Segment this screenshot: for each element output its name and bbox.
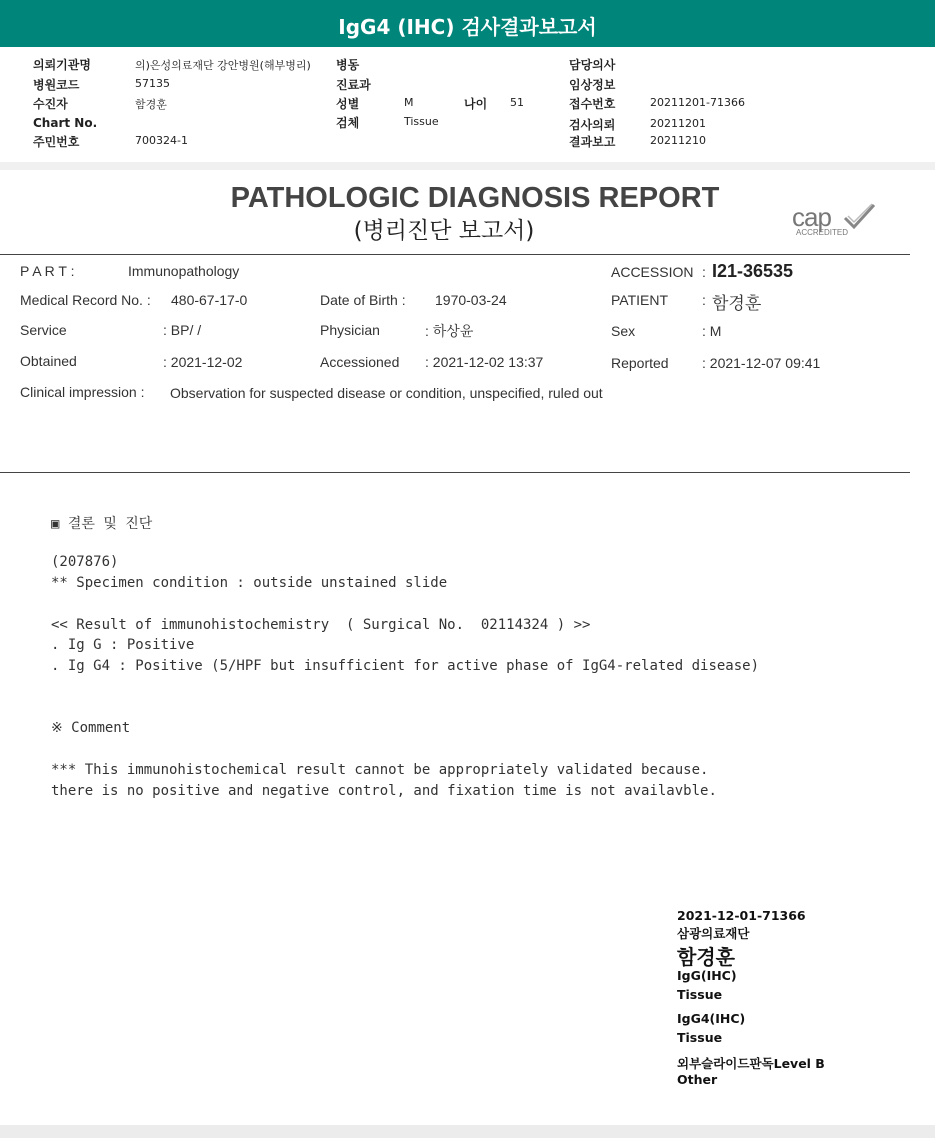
ward-label: 병동 <box>336 58 360 72</box>
case-number: (207876) <box>51 554 119 570</box>
report-date-value: 20211210 <box>650 134 706 147</box>
accessioned-value: : 2021-12-02 13:37 <box>425 354 544 370</box>
physician-value: : 하상윤 <box>425 323 474 339</box>
specimen-label: 검체 <box>336 116 360 130</box>
patient-label-report: PATIENT <box>611 292 669 308</box>
impression-value: Observation for suspected disease or condition, unspecified, ruled out <box>170 385 603 401</box>
accessioned-label: Accessioned <box>320 354 400 370</box>
accession-value: I21-36535 <box>712 261 794 281</box>
stamp-specimen-2: Tissue <box>677 1030 723 1045</box>
comment-heading: ※ Comment <box>51 720 131 736</box>
department-label: 진료과 <box>336 78 371 92</box>
comment-line-2: there is no positive and negative control, and fixation time is not availavble. <box>51 783 717 799</box>
dob-label: Date of Birth : <box>320 292 406 308</box>
dob-value: 1970-03-24 <box>435 292 507 308</box>
report-date-label: 결과보고 <box>569 135 616 149</box>
accession-colon: : <box>702 264 706 280</box>
patient-colon: : <box>702 292 706 308</box>
specimen-condition: ** Specimen condition : outside unstained slide <box>51 575 448 591</box>
request-label: 검사의뢰 <box>569 118 616 132</box>
comment-line-1: *** This immunohistochemical result cannot be appropriately validated because. <box>51 762 709 778</box>
pathology-report <box>0 170 935 1125</box>
age-value: 51 <box>510 96 524 109</box>
ihc-result-heading: << Result of immunohistochemistry ( Surgical No. 02114324 ) >> <box>51 617 591 633</box>
sex-label: 성별 <box>336 97 360 111</box>
service-label: Service <box>20 322 67 338</box>
diagnosis-heading: ▣ 결론 및 진단 <box>51 516 153 532</box>
report-subheading: (병리진단 보고서) <box>353 218 535 244</box>
part-label: P A R T : <box>20 263 75 279</box>
checkmark-icon <box>842 202 876 230</box>
patient-label: 수진자 <box>33 97 68 111</box>
stamp-test-1: IgG(IHC) <box>677 968 737 983</box>
page-footer-band <box>0 1125 935 1138</box>
section-gap <box>0 162 935 170</box>
request-info-header <box>0 47 935 163</box>
patient-value-report: 함경훈 <box>712 294 762 313</box>
id-label: 주민번호 <box>33 135 80 149</box>
cap-accredited-text: ACCREDITED <box>796 228 849 237</box>
id-value: 700324-1 <box>135 134 188 147</box>
cap-logo-text: cap <box>792 202 831 232</box>
igg-result: . Ig G : Positive <box>51 637 195 653</box>
physician-label: Physician <box>320 322 380 338</box>
impression-label: Clinical impression : <box>20 384 145 400</box>
reported-label: Reported <box>611 355 669 371</box>
stamp-specimen-1: Tissue <box>677 987 723 1002</box>
report-title: IgG4 (IHC) 검사결과보고서 <box>338 15 597 39</box>
receipt-no-label: 접수번호 <box>569 97 616 111</box>
cap-accredited-logo <box>792 202 882 242</box>
report-title-bar <box>0 0 935 47</box>
doctor-label: 담당의사 <box>569 58 616 72</box>
divider-top <box>0 254 910 255</box>
hospital-code-value: 57135 <box>135 77 170 90</box>
mrn-value: 480-67-17-0 <box>171 292 248 308</box>
stamp-patient: 함경훈 <box>677 945 735 969</box>
sex-value: M <box>404 96 414 109</box>
stamp-other: Other <box>677 1072 718 1087</box>
sex-value-report: : M <box>702 323 722 339</box>
service-value: : BP/ / <box>163 322 202 338</box>
igg4-result: . Ig G4 : Positive (5/HPF but insufficient for active phase of IgG4-related disease) <box>51 658 760 674</box>
stamp-institution: 삼광의료재단 <box>677 926 750 941</box>
mrn-label: Medical Record No. : <box>20 292 151 308</box>
stamp-review-level: 외부슬라이드판독Level B <box>677 1056 825 1071</box>
chart-no-label: Chart No. <box>33 116 98 130</box>
patient-value: 함경훈 <box>135 98 167 111</box>
obtained-value: : 2021-12-02 <box>163 354 243 370</box>
request-date: 20211201 <box>650 117 706 130</box>
hospital-code-label: 병원코드 <box>33 78 80 92</box>
accession-label: ACCESSION <box>611 264 694 280</box>
divider-bottom <box>0 472 910 473</box>
sex-label-report: Sex <box>611 323 636 339</box>
stamp-receipt-no: 2021-12-01-71366 <box>677 908 806 923</box>
part-value: Immunopathology <box>128 263 240 279</box>
clinical-info-label: 임상정보 <box>569 78 616 92</box>
institution-label: 의뢰기관명 <box>33 58 91 72</box>
age-label: 나이 <box>464 97 488 111</box>
stamp-test-2: IgG4(IHC) <box>677 1011 746 1026</box>
obtained-label: Obtained <box>20 353 77 369</box>
report-heading: PATHOLOGIC DIAGNOSIS REPORT <box>230 182 720 214</box>
receipt-no-value: 20211201-71366 <box>650 96 745 109</box>
reported-value: : 2021-12-07 09:41 <box>702 355 821 371</box>
institution-value: 의)은성의료재단 강안병원(해부병리) <box>135 59 311 72</box>
specimen-value: Tissue <box>404 115 439 128</box>
